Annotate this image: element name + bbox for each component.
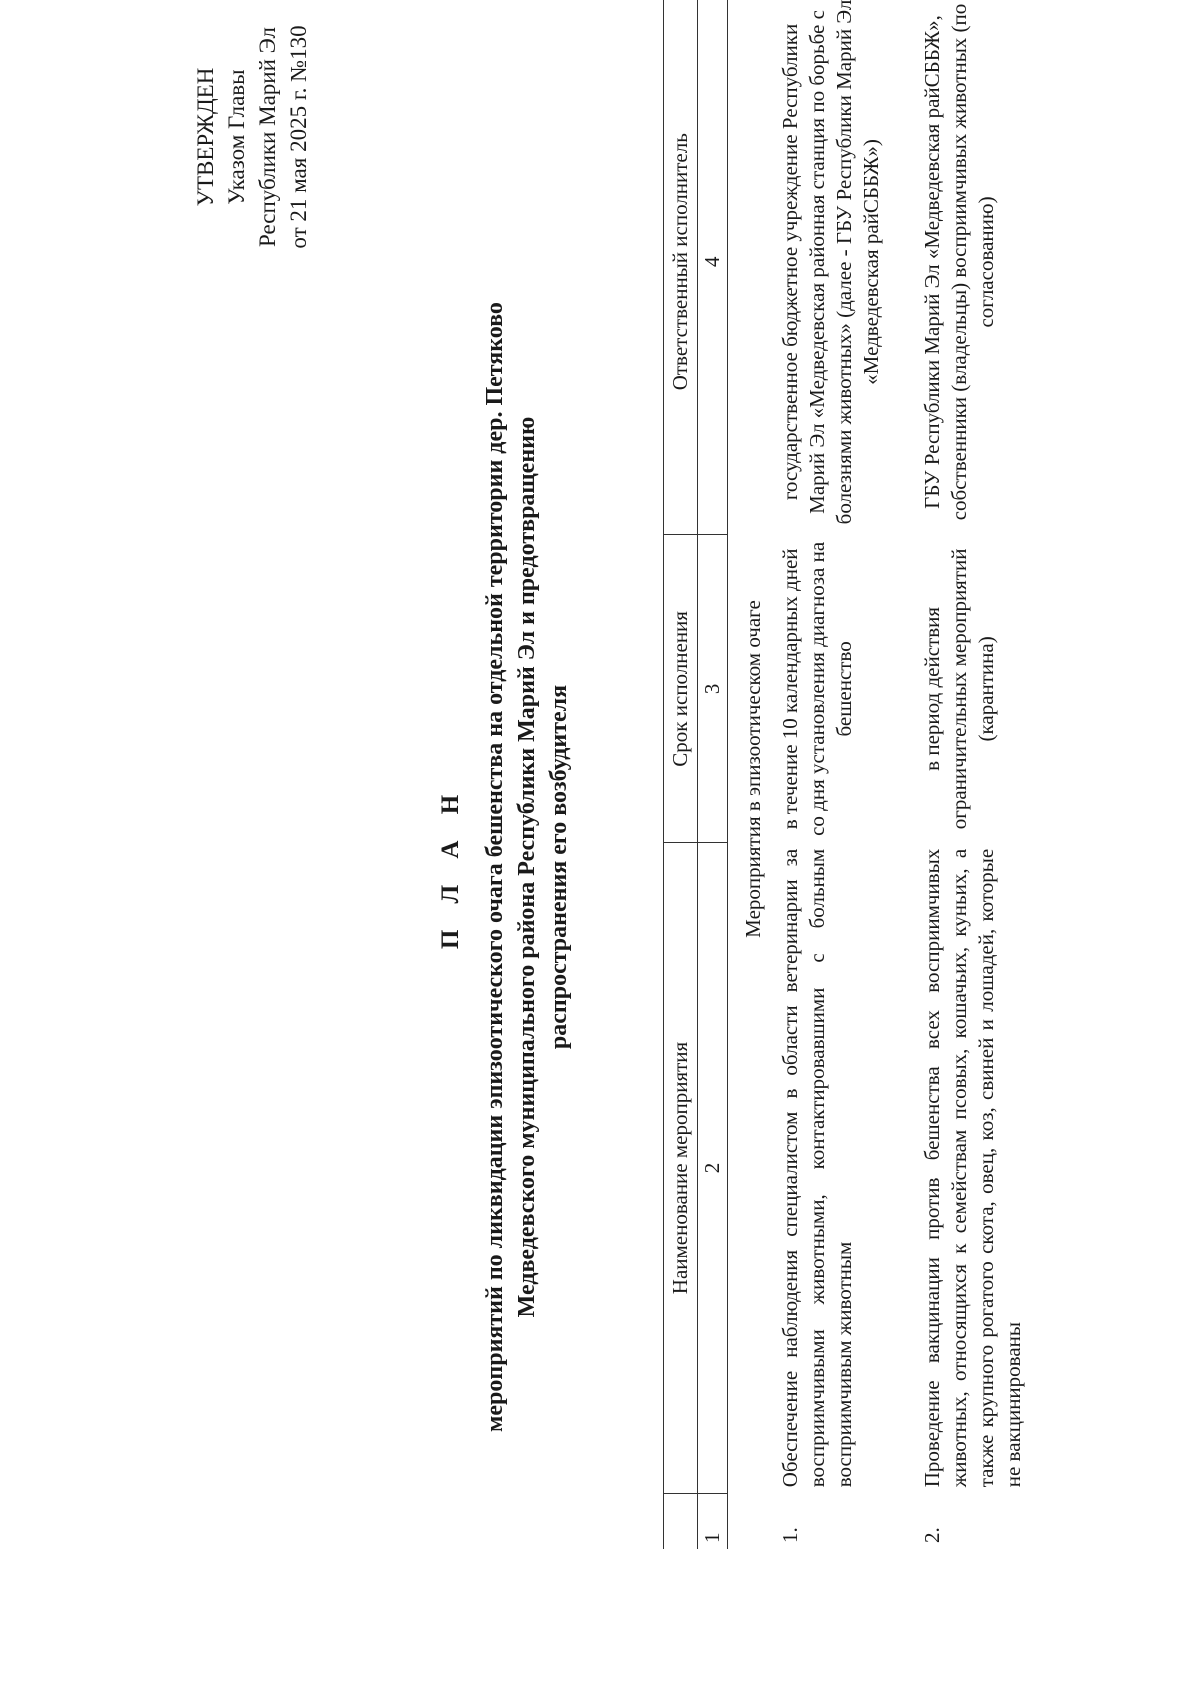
header-responsible: Ответственный исполнитель bbox=[664, 0, 698, 535]
row-responsible: государственное бюджетное учреждение Республики Марий Эл «Медведевская районная станция по борьбе с болезнями животных» (далее - ГБУ Республики Марий Эл «Медведевская райСББЖ») bbox=[778, 0, 883, 525]
plan-table bbox=[663, 0, 1061, 1549]
column-number: 3 bbox=[698, 535, 728, 843]
row-term: в период действия ограничительных мероприятий (карантина) bbox=[920, 548, 998, 830]
row-number: 1. bbox=[778, 1527, 802, 1543]
table-row bbox=[777, 0, 919, 1549]
header-name: Наименование мероприятия bbox=[664, 843, 698, 1493]
section-row bbox=[728, 0, 778, 1549]
section-title: Мероприятия в эпизоотическом очаге bbox=[741, 600, 765, 938]
row-responsible: ГБУ Республики Марий Эл «Медведевская райСББЖ», собственники (владельцы) восприимчивых животных (по согласованию) bbox=[920, 3, 998, 521]
table-row bbox=[919, 0, 1061, 1549]
document-title bbox=[435, 207, 575, 1527]
column-number: 4 bbox=[698, 0, 728, 535]
plan-heading: П Л А Н bbox=[437, 784, 464, 950]
column-number: 2 bbox=[698, 843, 728, 1493]
approval-line-3: Республики Марий Эл bbox=[255, 26, 280, 248]
table-header-row bbox=[664, 0, 698, 1549]
row-measure-name: Проведение вакцинации против бешенства всех восприимчивых животных, относящихся к семействам псовых, кошачьих, куньих, а также крупного рогатого скота, овец, коз, свиней и лошадей, которые не вакцинированы bbox=[920, 848, 1025, 1488]
row-number: 2. bbox=[920, 1527, 944, 1543]
approval-line-2: Указом Главы bbox=[224, 69, 249, 205]
header-term: Срок исполнения bbox=[664, 535, 698, 843]
column-number-row bbox=[698, 0, 728, 1549]
approval-line-1: УТВЕРЖДЕН bbox=[193, 67, 218, 207]
column-number: 1 bbox=[698, 1493, 728, 1549]
row-measure-name: Обеспечение наблюдения специалистом в области ветеринарии за восприимчивыми животными, контактировавшими с больным восприимчивым животным bbox=[778, 848, 856, 1488]
title-line-1: мероприятий по ликвидации эпизоотического очага бешенства на отдельной территории дер. Петяково bbox=[482, 302, 508, 1432]
title-line-3: распространения его возбудителя bbox=[546, 684, 572, 1050]
row-term: в течение 10 календарных дней со дня установления диагноза на бешенство bbox=[778, 541, 856, 836]
approval-stamp bbox=[190, 0, 314, 307]
header-number bbox=[664, 1493, 698, 1549]
title-line-2: Медведевского муниципального района Республики Марий Эл и предотвращению bbox=[514, 416, 540, 1318]
approval-line-4: от 21 мая 2025 г. №130 bbox=[286, 25, 311, 249]
